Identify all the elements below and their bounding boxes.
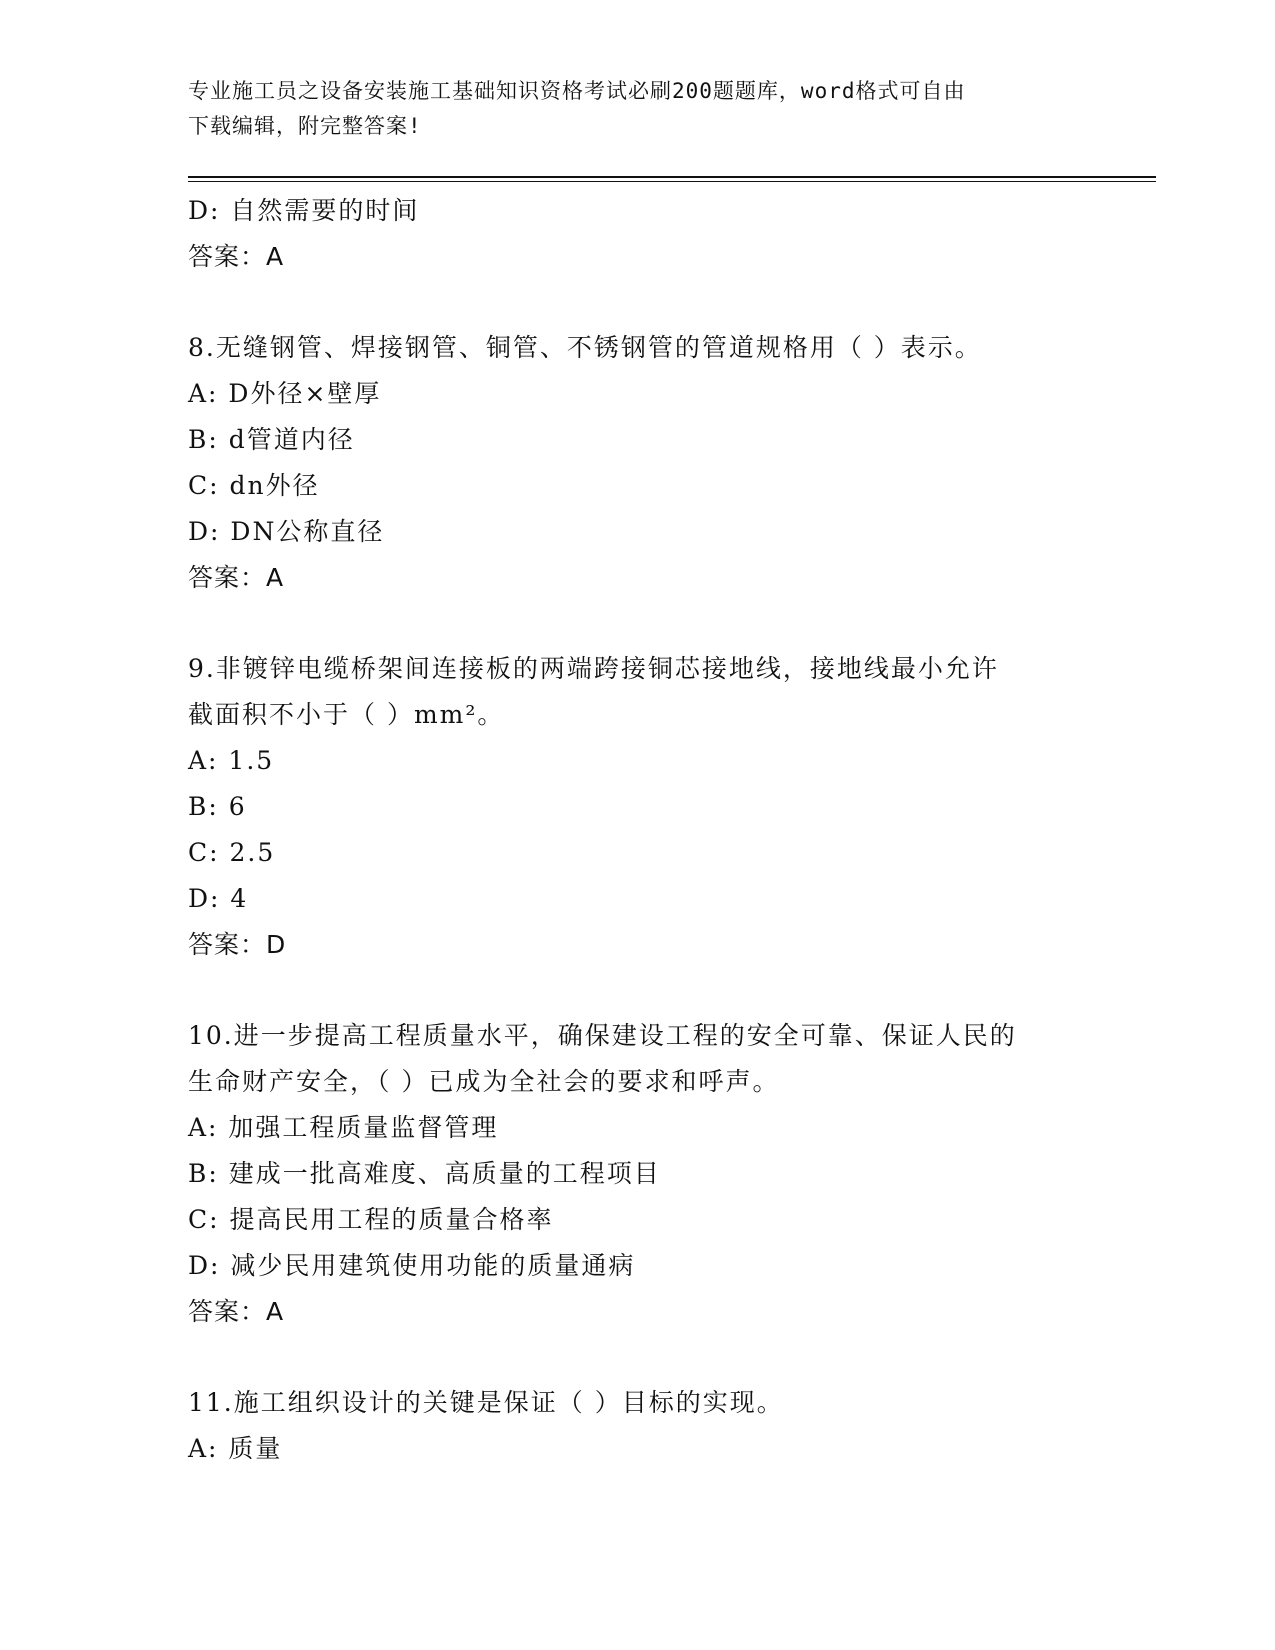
question-block-9 (188, 646, 1088, 968)
header-divider-thin (188, 181, 1156, 182)
option-b: B: 建成一批高难度、高质量的工程项目 (188, 1159, 661, 1188)
option-c: C: 2.5 (188, 838, 276, 867)
question-block-7-tail (188, 188, 1088, 280)
header-line-2: 下载编辑，附完整答案! (188, 114, 422, 138)
option-b: B: 6 (188, 792, 247, 821)
spacer (188, 1335, 1088, 1380)
header-divider-thick (188, 176, 1156, 178)
header-line-1: 专业施工员之设备安装施工基础知识资格考试必刷200题题库，word格式可自由 (188, 79, 966, 103)
option-d: D: 自然需要的时间 (188, 196, 420, 225)
option-b: B: d管道内径 (188, 425, 355, 454)
document-header (188, 74, 1088, 144)
spacer (188, 280, 1088, 325)
question-list (188, 188, 1088, 1472)
question-block-10 (188, 1013, 1088, 1335)
question-stem-line-2: 生命财产安全，（ ）已成为全社会的要求和呼声。 (188, 1067, 780, 1096)
option-c: C: dn外径 (188, 471, 320, 500)
option-c: C: 提高民用工程的质量合格率 (188, 1205, 554, 1234)
question-stem-line-1: 10.进一步提高工程质量水平，确保建设工程的安全可靠、保证人民的 (188, 1021, 1017, 1050)
answer-line: 答案：A (188, 1297, 285, 1326)
option-a: A: D外径×壁厚 (188, 379, 382, 408)
option-d: D: DN公称直径 (188, 517, 385, 546)
question-stem-line-1: 9.非镀锌电缆桥架间连接板的两端跨接铜芯接地线，接地线最小允许 (188, 654, 999, 683)
option-d: D: 4 (188, 884, 249, 913)
question-stem: 11.施工组织设计的关键是保证（ ）目标的实现。 (188, 1388, 784, 1417)
question-stem-line-2: 截面积不小于（ ）mm²。 (188, 700, 505, 729)
question-block-11 (188, 1380, 1088, 1472)
option-a: A: 质量 (188, 1434, 283, 1463)
option-d: D: 减少民用建筑使用功能的质量通病 (188, 1251, 636, 1280)
spacer (188, 968, 1088, 1013)
question-stem: 8.无缝钢管、焊接钢管、铜管、不锈钢管的管道规格用（ ）表示。 (188, 333, 982, 362)
question-block-8 (188, 325, 1088, 601)
answer-line: 答案：A (188, 563, 285, 592)
option-a: A: 1.5 (188, 746, 275, 775)
answer-line: 答案：D (188, 930, 287, 959)
spacer (188, 601, 1088, 646)
answer-line: 答案：A (188, 242, 285, 271)
option-a: A: 加强工程质量监督管理 (188, 1113, 499, 1142)
